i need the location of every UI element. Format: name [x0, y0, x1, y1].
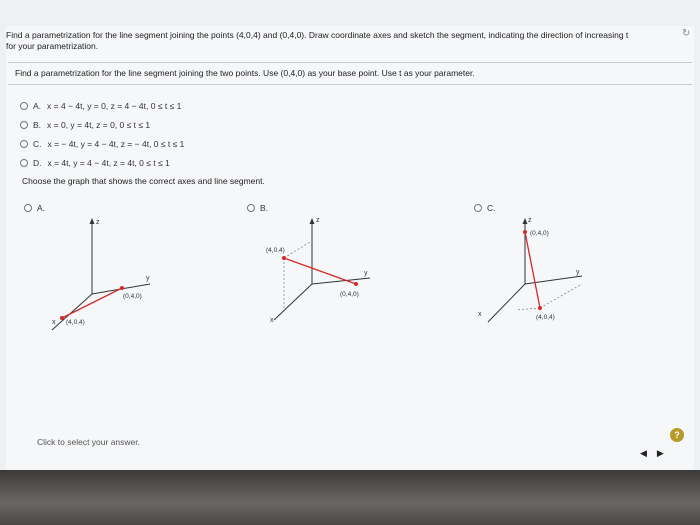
y-axis-label: y — [576, 269, 580, 276]
option-letter: A. — [37, 203, 46, 213]
option-b[interactable] — [20, 115, 184, 134]
point-label: (4,0,4) — [536, 314, 555, 321]
radio-button[interactable] — [24, 204, 32, 212]
divider — [8, 84, 692, 85]
instruction-text: Find a parametrization for the line segment joining the two points. Use (0,4,0) as your base point. Use t as your parameter. — [15, 68, 475, 78]
refresh-icon[interactable]: ↻ — [682, 28, 691, 39]
point-label: (0,4,0) — [340, 291, 359, 298]
line-segment — [284, 258, 356, 284]
help-icon[interactable]: ? — [670, 428, 684, 442]
option-letter: C. — [487, 203, 496, 213]
x-axis-label: x — [52, 319, 56, 326]
z-axis-arrow — [523, 218, 528, 224]
point-label: (0,4,0) — [530, 230, 549, 237]
point-label: (4,0,4) — [66, 319, 85, 326]
x-axis — [274, 284, 312, 320]
graph-prompt: Choose the graph that shows the correct axes and line segment. — [22, 176, 265, 186]
guide-line — [540, 284, 582, 308]
z-axis-arrow — [90, 218, 95, 224]
status-text: Click to select your answer. — [37, 437, 140, 447]
radio-button[interactable] — [20, 140, 28, 148]
option-text: x = − 4t, y = 4 − 4t, z = − 4t, 0 ≤ t ≤ 1 — [47, 138, 185, 149]
radio-button[interactable] — [20, 159, 28, 167]
option-a[interactable] — [20, 96, 184, 115]
radio-button[interactable] — [474, 204, 482, 212]
question-line-2: for your parametrization. — [6, 41, 99, 51]
option-text: x = 4 − 4t, y = 0, z = 4 − 4t, 0 ≤ t ≤ 1 — [47, 100, 182, 111]
endpoint — [120, 286, 124, 290]
z-axis-arrow — [310, 218, 315, 224]
x-axis-label: x — [478, 311, 482, 318]
question-text — [6, 30, 690, 52]
graph-c — [470, 212, 600, 337]
navigation — [640, 448, 664, 459]
previous-button[interactable]: ◀ — [640, 448, 647, 458]
z-axis-label: z — [316, 217, 320, 224]
question-line-1: Find a parametrization for the line segment joining the points (4,0,4) and (0,4,0). Draw coordinate axes and sketch the segment, indicating the direction of increasing t — [6, 30, 629, 40]
endpoint — [538, 306, 542, 310]
monitor-bezel — [0, 470, 700, 525]
y-axis-label: y — [364, 270, 368, 277]
graph-a — [40, 212, 170, 337]
endpoint — [60, 316, 64, 320]
divider — [8, 62, 692, 63]
option-text: x = 4t, y = 4 − 4t, z = 4t, 0 ≤ t ≤ 1 — [47, 157, 170, 168]
option-c[interactable] — [20, 134, 184, 153]
guide-line — [516, 308, 540, 310]
option-d[interactable] — [20, 153, 184, 172]
y-axis-label: y — [146, 275, 150, 282]
option-letter: C. — [33, 138, 42, 149]
radio-button[interactable] — [20, 121, 28, 129]
option-letter: D. — [33, 157, 42, 168]
endpoint — [523, 230, 527, 234]
point-label: (4,0,4) — [266, 247, 285, 254]
x-axis — [488, 284, 525, 322]
z-axis-label: z — [96, 219, 100, 226]
option-text: x = 0, y = 4t, z = 0, 0 ≤ t ≤ 1 — [47, 119, 151, 130]
endpoint — [354, 282, 358, 286]
endpoint — [282, 256, 286, 260]
line-segment — [525, 232, 540, 308]
option-letter: A. — [33, 100, 42, 111]
next-button[interactable]: ▶ — [656, 448, 664, 458]
radio-button[interactable] — [20, 102, 28, 110]
x-axis-label: x — [270, 317, 274, 324]
z-axis-label: z — [528, 217, 532, 224]
guide-line — [284, 242, 310, 258]
radio-button[interactable] — [247, 204, 255, 212]
option-letter: B. — [33, 119, 42, 130]
point-label: (0,4,0) — [123, 293, 142, 300]
graph-b — [260, 212, 390, 337]
option-letter: B. — [260, 203, 269, 213]
answer-options — [20, 96, 184, 172]
